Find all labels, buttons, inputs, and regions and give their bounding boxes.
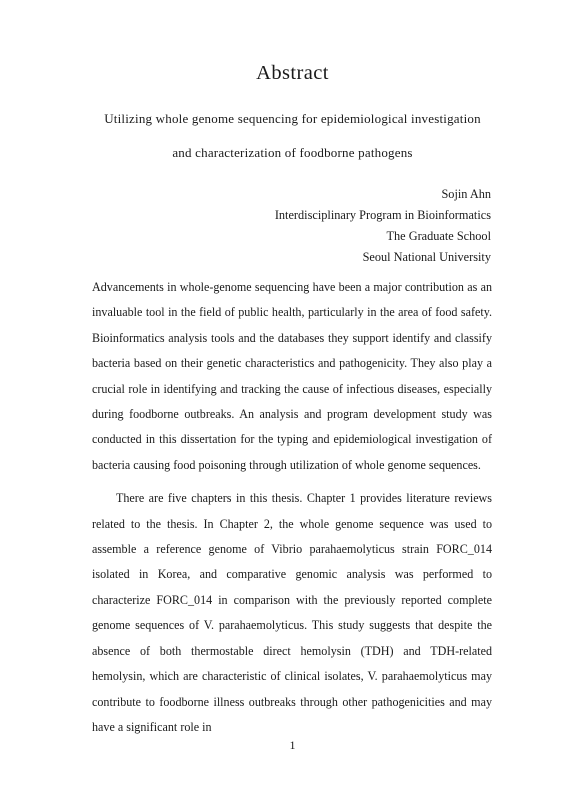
program-name: Interdisciplinary Program in Bioinformatics bbox=[274, 208, 491, 222]
university-name: Seoul National University bbox=[362, 250, 491, 264]
abstract-paragraph: Advancements in whole-genome sequencing have been a major contribution as an invaluable tool in the field of public health, particularly in the area of food safety. Bioinformatics analysis tools and the databases they support identify and classify bacteria based on their genetic characteristics and pathogenicity. They also play a crucial role in identifying and tracking the cause of infectious diseases, especially during foodborne outbreaks. An analysis and program development study was conducted in this dissertation for the typing and epidemiological investigation of bacteria causing food poisoning through utilization of whole genome sequences. bbox=[92, 280, 492, 472]
author-block bbox=[275, 184, 491, 268]
abstract-paragraph: There are five chapters in this thesis. Chapter 1 provides literature reviews related to the thesis. In Chapter 2, the whole genome sequence was used to assemble a reference genome of Vibrio parahaemolyticus strain FORC_014 isolated in Korea, and comparative genomic analysis was performed to characterize FORC_014 in comparison with the previously reported complete genome sequences of V. parahaemolyticus. This study suggests that despite the absence of both thermostable direct hemolysin (TDH) and TDH-related hemolysin, which are characteristic of clinical isolates, V. parahaemolyticus may contribute to foodborne illness outbreaks through other pathogenicities and may have a significant role in bbox=[92, 491, 492, 734]
thesis-title-line-1: Utilizing whole genome sequencing for epidemiological investigation bbox=[104, 111, 481, 126]
author-name: Sojin Ahn bbox=[441, 187, 491, 201]
abstract-heading: Abstract bbox=[256, 62, 329, 84]
abstract-body bbox=[92, 275, 492, 748]
school-name: The Graduate School bbox=[386, 229, 491, 243]
thesis-title-line-2: and characterization of foodborne pathogens bbox=[172, 145, 413, 160]
page-number: 1 bbox=[289, 738, 296, 752]
